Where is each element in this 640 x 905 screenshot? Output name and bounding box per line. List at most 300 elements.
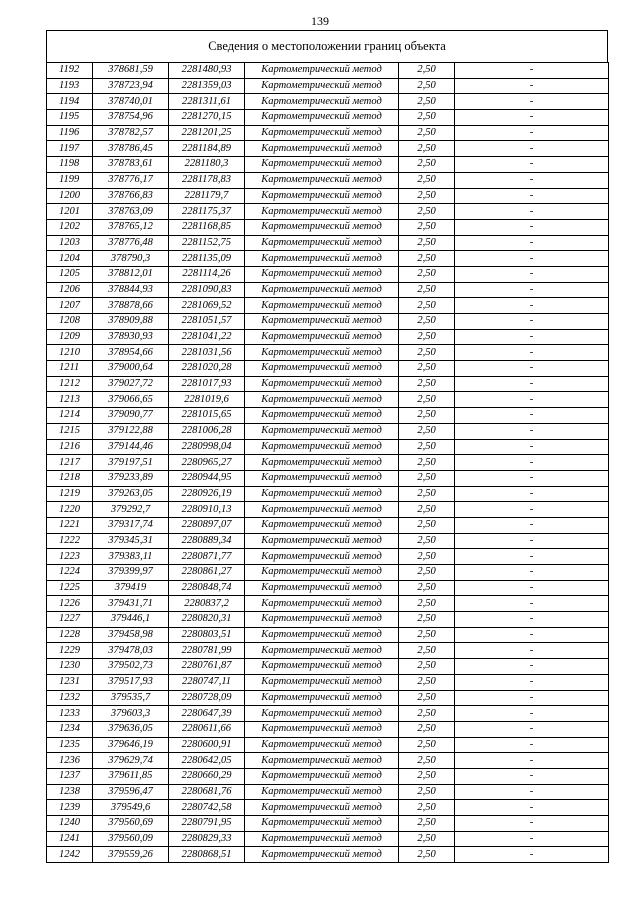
point-number-cell: 1214 bbox=[47, 408, 93, 424]
note-cell: - bbox=[455, 831, 609, 847]
y-coordinate-cell: 2281184,89 bbox=[169, 141, 245, 157]
table-title: Сведения о местоположении границ объекта bbox=[208, 39, 446, 53]
point-number-cell: 1219 bbox=[47, 486, 93, 502]
x-coordinate-cell: 379399,97 bbox=[93, 565, 169, 581]
note-cell: - bbox=[455, 345, 609, 361]
point-number-cell: 1199 bbox=[47, 172, 93, 188]
accuracy-cell: 2,50 bbox=[399, 470, 455, 486]
y-coordinate-cell: 2280642,05 bbox=[169, 753, 245, 769]
note-cell: - bbox=[455, 721, 609, 737]
method-cell: Картометрический метод bbox=[245, 94, 399, 110]
note-cell: - bbox=[455, 596, 609, 612]
x-coordinate-cell: 379144,46 bbox=[93, 439, 169, 455]
table-row bbox=[47, 533, 609, 549]
point-number-cell: 1225 bbox=[47, 580, 93, 596]
accuracy-cell: 2,50 bbox=[399, 235, 455, 251]
table-row bbox=[47, 565, 609, 581]
x-coordinate-cell: 379345,31 bbox=[93, 533, 169, 549]
point-number-cell: 1241 bbox=[47, 831, 93, 847]
table-row bbox=[47, 251, 609, 267]
point-number-cell: 1213 bbox=[47, 392, 93, 408]
x-coordinate-cell: 378844,93 bbox=[93, 282, 169, 298]
method-cell: Картометрический метод bbox=[245, 549, 399, 565]
x-coordinate-cell: 379629,74 bbox=[93, 753, 169, 769]
point-number-cell: 1207 bbox=[47, 298, 93, 314]
method-cell: Картометрический метод bbox=[245, 470, 399, 486]
note-cell: - bbox=[455, 565, 609, 581]
y-coordinate-cell: 2280611,66 bbox=[169, 721, 245, 737]
method-cell: Картометрический метод bbox=[245, 768, 399, 784]
accuracy-cell: 2,50 bbox=[399, 455, 455, 471]
y-coordinate-cell: 2280791,95 bbox=[169, 816, 245, 832]
y-coordinate-cell: 2281270,15 bbox=[169, 110, 245, 126]
note-cell: - bbox=[455, 706, 609, 722]
point-number-cell: 1195 bbox=[47, 110, 93, 126]
accuracy-cell: 2,50 bbox=[399, 721, 455, 737]
table-row bbox=[47, 188, 609, 204]
note-cell: - bbox=[455, 549, 609, 565]
point-number-cell: 1205 bbox=[47, 266, 93, 282]
x-coordinate-cell: 379317,74 bbox=[93, 517, 169, 533]
x-coordinate-cell: 379611,85 bbox=[93, 768, 169, 784]
note-cell: - bbox=[455, 690, 609, 706]
table-row bbox=[47, 753, 609, 769]
method-cell: Картометрический метод bbox=[245, 282, 399, 298]
x-coordinate-cell: 378766,83 bbox=[93, 188, 169, 204]
note-cell: - bbox=[455, 125, 609, 141]
table-row bbox=[47, 439, 609, 455]
point-number-cell: 1203 bbox=[47, 235, 93, 251]
table-row bbox=[47, 768, 609, 784]
method-cell: Картометрический метод bbox=[245, 800, 399, 816]
method-cell: Картометрический метод bbox=[245, 439, 399, 455]
x-coordinate-cell: 378765,12 bbox=[93, 219, 169, 235]
x-coordinate-cell: 378776,48 bbox=[93, 235, 169, 251]
method-cell: Картометрический метод bbox=[245, 266, 399, 282]
y-coordinate-cell: 2280965,27 bbox=[169, 455, 245, 471]
note-cell: - bbox=[455, 470, 609, 486]
accuracy-cell: 2,50 bbox=[399, 314, 455, 330]
note-cell: - bbox=[455, 204, 609, 220]
point-number-cell: 1233 bbox=[47, 706, 93, 722]
x-coordinate-cell: 378783,61 bbox=[93, 157, 169, 173]
table-row bbox=[47, 329, 609, 345]
note-cell: - bbox=[455, 314, 609, 330]
table-row bbox=[47, 235, 609, 251]
accuracy-cell: 2,50 bbox=[399, 768, 455, 784]
note-cell: - bbox=[455, 423, 609, 439]
note-cell: - bbox=[455, 674, 609, 690]
x-coordinate-cell: 379502,73 bbox=[93, 659, 169, 675]
method-cell: Картометрический метод bbox=[245, 596, 399, 612]
point-number-cell: 1192 bbox=[47, 63, 93, 79]
note-cell: - bbox=[455, 266, 609, 282]
page-number: 139 bbox=[311, 14, 329, 28]
table-row bbox=[47, 455, 609, 471]
x-coordinate-cell: 379446,1 bbox=[93, 612, 169, 628]
accuracy-cell: 2,50 bbox=[399, 439, 455, 455]
method-cell: Картометрический метод bbox=[245, 565, 399, 581]
accuracy-cell: 2,50 bbox=[399, 486, 455, 502]
table-row bbox=[47, 408, 609, 424]
accuracy-cell: 2,50 bbox=[399, 706, 455, 722]
y-coordinate-cell: 2281006,28 bbox=[169, 423, 245, 439]
note-cell: - bbox=[455, 659, 609, 675]
y-coordinate-cell: 2280660,29 bbox=[169, 768, 245, 784]
accuracy-cell: 2,50 bbox=[399, 345, 455, 361]
note-cell: - bbox=[455, 580, 609, 596]
method-cell: Картометрический метод bbox=[245, 753, 399, 769]
point-number-cell: 1196 bbox=[47, 125, 93, 141]
table-row bbox=[47, 784, 609, 800]
y-coordinate-cell: 2280861,27 bbox=[169, 565, 245, 581]
note-cell: - bbox=[455, 627, 609, 643]
table-row bbox=[47, 392, 609, 408]
table-row bbox=[47, 157, 609, 173]
method-cell: Картометрический метод bbox=[245, 816, 399, 832]
note-cell: - bbox=[455, 455, 609, 471]
method-cell: Картометрический метод bbox=[245, 721, 399, 737]
y-coordinate-cell: 2280889,34 bbox=[169, 533, 245, 549]
y-coordinate-cell: 2280897,07 bbox=[169, 517, 245, 533]
method-cell: Картометрический метод bbox=[245, 235, 399, 251]
y-coordinate-cell: 2281015,65 bbox=[169, 408, 245, 424]
y-coordinate-cell: 2281178,83 bbox=[169, 172, 245, 188]
x-coordinate-cell: 378763,09 bbox=[93, 204, 169, 220]
table-row bbox=[47, 141, 609, 157]
method-cell: Картометрический метод bbox=[245, 690, 399, 706]
table-row bbox=[47, 612, 609, 628]
note-cell: - bbox=[455, 737, 609, 753]
method-cell: Картометрический метод bbox=[245, 204, 399, 220]
point-number-cell: 1202 bbox=[47, 219, 93, 235]
x-coordinate-cell: 379478,03 bbox=[93, 643, 169, 659]
method-cell: Картометрический метод bbox=[245, 188, 399, 204]
y-coordinate-cell: 2281168,85 bbox=[169, 219, 245, 235]
table-row bbox=[47, 219, 609, 235]
y-coordinate-cell: 2280803,51 bbox=[169, 627, 245, 643]
method-cell: Картометрический метод bbox=[245, 141, 399, 157]
y-coordinate-cell: 2281152,75 bbox=[169, 235, 245, 251]
accuracy-cell: 2,50 bbox=[399, 219, 455, 235]
point-number-cell: 1208 bbox=[47, 314, 93, 330]
point-number-cell: 1197 bbox=[47, 141, 93, 157]
accuracy-cell: 2,50 bbox=[399, 266, 455, 282]
note-cell: - bbox=[455, 251, 609, 267]
note-cell: - bbox=[455, 392, 609, 408]
y-coordinate-cell: 2281017,93 bbox=[169, 376, 245, 392]
note-cell: - bbox=[455, 612, 609, 628]
x-coordinate-cell: 378782,57 bbox=[93, 125, 169, 141]
y-coordinate-cell: 2281179,7 bbox=[169, 188, 245, 204]
accuracy-cell: 2,50 bbox=[399, 565, 455, 581]
y-coordinate-cell: 2280829,33 bbox=[169, 831, 245, 847]
note-cell: - bbox=[455, 800, 609, 816]
accuracy-cell: 2,50 bbox=[399, 674, 455, 690]
accuracy-cell: 2,50 bbox=[399, 172, 455, 188]
y-coordinate-cell: 2281019,6 bbox=[169, 392, 245, 408]
accuracy-cell: 2,50 bbox=[399, 408, 455, 424]
point-number-cell: 1223 bbox=[47, 549, 93, 565]
accuracy-cell: 2,50 bbox=[399, 580, 455, 596]
note-cell: - bbox=[455, 219, 609, 235]
table-row bbox=[47, 314, 609, 330]
point-number-cell: 1232 bbox=[47, 690, 93, 706]
table-row bbox=[47, 361, 609, 377]
x-coordinate-cell: 378786,45 bbox=[93, 141, 169, 157]
accuracy-cell: 2,50 bbox=[399, 78, 455, 94]
table-row bbox=[47, 172, 609, 188]
y-coordinate-cell: 2281090,83 bbox=[169, 282, 245, 298]
accuracy-cell: 2,50 bbox=[399, 549, 455, 565]
method-cell: Картометрический метод bbox=[245, 110, 399, 126]
table-row bbox=[47, 298, 609, 314]
note-cell: - bbox=[455, 298, 609, 314]
x-coordinate-cell: 378681,59 bbox=[93, 63, 169, 79]
accuracy-cell: 2,50 bbox=[399, 737, 455, 753]
point-number-cell: 1231 bbox=[47, 674, 93, 690]
note-cell: - bbox=[455, 110, 609, 126]
method-cell: Картометрический метод bbox=[245, 847, 399, 863]
x-coordinate-cell: 379419 bbox=[93, 580, 169, 596]
point-number-cell: 1239 bbox=[47, 800, 93, 816]
table-row bbox=[47, 125, 609, 141]
point-number-cell: 1194 bbox=[47, 94, 93, 110]
x-coordinate-cell: 379636,05 bbox=[93, 721, 169, 737]
point-number-cell: 1226 bbox=[47, 596, 93, 612]
y-coordinate-cell: 2281041,22 bbox=[169, 329, 245, 345]
method-cell: Картометрический метод bbox=[245, 612, 399, 628]
table-row bbox=[47, 706, 609, 722]
point-number-cell: 1215 bbox=[47, 423, 93, 439]
y-coordinate-cell: 2280910,13 bbox=[169, 502, 245, 518]
method-cell: Картометрический метод bbox=[245, 63, 399, 79]
x-coordinate-cell: 379292,7 bbox=[93, 502, 169, 518]
method-cell: Картометрический метод bbox=[245, 502, 399, 518]
y-coordinate-cell: 2281311,61 bbox=[169, 94, 245, 110]
table-row bbox=[47, 627, 609, 643]
table-row bbox=[47, 486, 609, 502]
note-cell: - bbox=[455, 361, 609, 377]
table-row bbox=[47, 831, 609, 847]
y-coordinate-cell: 2281051,57 bbox=[169, 314, 245, 330]
accuracy-cell: 2,50 bbox=[399, 141, 455, 157]
method-cell: Картометрический метод bbox=[245, 298, 399, 314]
table-row bbox=[47, 721, 609, 737]
y-coordinate-cell: 2280820,31 bbox=[169, 612, 245, 628]
x-coordinate-cell: 379560,69 bbox=[93, 816, 169, 832]
point-number-cell: 1212 bbox=[47, 376, 93, 392]
accuracy-cell: 2,50 bbox=[399, 533, 455, 549]
y-coordinate-cell: 2281069,52 bbox=[169, 298, 245, 314]
point-number-cell: 1227 bbox=[47, 612, 93, 628]
x-coordinate-cell: 379000,64 bbox=[93, 361, 169, 377]
y-coordinate-cell: 2280998,04 bbox=[169, 439, 245, 455]
y-coordinate-cell: 2280742,58 bbox=[169, 800, 245, 816]
accuracy-cell: 2,50 bbox=[399, 847, 455, 863]
accuracy-cell: 2,50 bbox=[399, 157, 455, 173]
y-coordinate-cell: 2280868,51 bbox=[169, 847, 245, 863]
point-number-cell: 1228 bbox=[47, 627, 93, 643]
note-cell: - bbox=[455, 376, 609, 392]
x-coordinate-cell: 378878,66 bbox=[93, 298, 169, 314]
accuracy-cell: 2,50 bbox=[399, 423, 455, 439]
accuracy-cell: 2,50 bbox=[399, 329, 455, 345]
point-number-cell: 1200 bbox=[47, 188, 93, 204]
method-cell: Картометрический метод bbox=[245, 125, 399, 141]
y-coordinate-cell: 2280761,87 bbox=[169, 659, 245, 675]
note-cell: - bbox=[455, 141, 609, 157]
x-coordinate-cell: 379517,93 bbox=[93, 674, 169, 690]
accuracy-cell: 2,50 bbox=[399, 596, 455, 612]
table-row bbox=[47, 376, 609, 392]
accuracy-cell: 2,50 bbox=[399, 282, 455, 298]
table-row bbox=[47, 847, 609, 863]
note-cell: - bbox=[455, 439, 609, 455]
method-cell: Картометрический метод bbox=[245, 392, 399, 408]
table-row bbox=[47, 204, 609, 220]
point-number-cell: 1229 bbox=[47, 643, 93, 659]
method-cell: Картометрический метод bbox=[245, 627, 399, 643]
x-coordinate-cell: 378930,93 bbox=[93, 329, 169, 345]
method-cell: Картометрический метод bbox=[245, 659, 399, 675]
accuracy-cell: 2,50 bbox=[399, 188, 455, 204]
method-cell: Картометрический метод bbox=[245, 314, 399, 330]
point-number-cell: 1236 bbox=[47, 753, 93, 769]
method-cell: Картометрический метод bbox=[245, 486, 399, 502]
accuracy-cell: 2,50 bbox=[399, 831, 455, 847]
table-body bbox=[47, 63, 609, 863]
y-coordinate-cell: 2280747,11 bbox=[169, 674, 245, 690]
point-number-cell: 1235 bbox=[47, 737, 93, 753]
y-coordinate-cell: 2280781,99 bbox=[169, 643, 245, 659]
x-coordinate-cell: 379596,47 bbox=[93, 784, 169, 800]
method-cell: Картометрический метод bbox=[245, 408, 399, 424]
method-cell: Картометрический метод bbox=[245, 643, 399, 659]
point-number-cell: 1221 bbox=[47, 517, 93, 533]
accuracy-cell: 2,50 bbox=[399, 517, 455, 533]
table-row bbox=[47, 470, 609, 486]
table-row bbox=[47, 659, 609, 675]
table-row bbox=[47, 517, 609, 533]
point-number-cell: 1209 bbox=[47, 329, 93, 345]
point-number-cell: 1193 bbox=[47, 78, 93, 94]
method-cell: Картометрический метод bbox=[245, 329, 399, 345]
accuracy-cell: 2,50 bbox=[399, 361, 455, 377]
note-cell: - bbox=[455, 172, 609, 188]
accuracy-cell: 2,50 bbox=[399, 627, 455, 643]
x-coordinate-cell: 379431,71 bbox=[93, 596, 169, 612]
x-coordinate-cell: 378790,3 bbox=[93, 251, 169, 267]
point-number-cell: 1238 bbox=[47, 784, 93, 800]
note-cell: - bbox=[455, 517, 609, 533]
accuracy-cell: 2,50 bbox=[399, 110, 455, 126]
note-cell: - bbox=[455, 63, 609, 79]
note-cell: - bbox=[455, 329, 609, 345]
y-coordinate-cell: 2280600,91 bbox=[169, 737, 245, 753]
point-number-cell: 1206 bbox=[47, 282, 93, 298]
note-cell: - bbox=[455, 78, 609, 94]
method-cell: Картометрический метод bbox=[245, 674, 399, 690]
table-row bbox=[47, 502, 609, 518]
point-number-cell: 1242 bbox=[47, 847, 93, 863]
method-cell: Картометрический метод bbox=[245, 78, 399, 94]
note-cell: - bbox=[455, 408, 609, 424]
y-coordinate-cell: 2281180,3 bbox=[169, 157, 245, 173]
y-coordinate-cell: 2281020,28 bbox=[169, 361, 245, 377]
x-coordinate-cell: 379122,88 bbox=[93, 423, 169, 439]
y-coordinate-cell: 2281114,26 bbox=[169, 266, 245, 282]
table-row bbox=[47, 800, 609, 816]
method-cell: Картометрический метод bbox=[245, 737, 399, 753]
x-coordinate-cell: 378812,01 bbox=[93, 266, 169, 282]
accuracy-cell: 2,50 bbox=[399, 612, 455, 628]
x-coordinate-cell: 378740,01 bbox=[93, 94, 169, 110]
note-cell: - bbox=[455, 94, 609, 110]
y-coordinate-cell: 2281031,56 bbox=[169, 345, 245, 361]
y-coordinate-cell: 2281480,93 bbox=[169, 63, 245, 79]
table-row bbox=[47, 345, 609, 361]
table-row bbox=[47, 690, 609, 706]
x-coordinate-cell: 379090,77 bbox=[93, 408, 169, 424]
point-number-cell: 1210 bbox=[47, 345, 93, 361]
accuracy-cell: 2,50 bbox=[399, 204, 455, 220]
point-number-cell: 1240 bbox=[47, 816, 93, 832]
x-coordinate-cell: 378754,96 bbox=[93, 110, 169, 126]
note-cell: - bbox=[455, 816, 609, 832]
method-cell: Картометрический метод bbox=[245, 423, 399, 439]
note-cell: - bbox=[455, 188, 609, 204]
x-coordinate-cell: 379233,89 bbox=[93, 470, 169, 486]
x-coordinate-cell: 379560,09 bbox=[93, 831, 169, 847]
note-cell: - bbox=[455, 235, 609, 251]
note-cell: - bbox=[455, 643, 609, 659]
note-cell: - bbox=[455, 502, 609, 518]
point-number-cell: 1222 bbox=[47, 533, 93, 549]
table-row bbox=[47, 549, 609, 565]
x-coordinate-cell: 379458,98 bbox=[93, 627, 169, 643]
note-cell: - bbox=[455, 847, 609, 863]
point-number-cell: 1234 bbox=[47, 721, 93, 737]
note-cell: - bbox=[455, 157, 609, 173]
point-number-cell: 1218 bbox=[47, 470, 93, 486]
accuracy-cell: 2,50 bbox=[399, 784, 455, 800]
point-number-cell: 1204 bbox=[47, 251, 93, 267]
method-cell: Картометрический метод bbox=[245, 831, 399, 847]
method-cell: Картометрический метод bbox=[245, 580, 399, 596]
table-row bbox=[47, 737, 609, 753]
accuracy-cell: 2,50 bbox=[399, 659, 455, 675]
note-cell: - bbox=[455, 282, 609, 298]
point-number-cell: 1230 bbox=[47, 659, 93, 675]
x-coordinate-cell: 379603,3 bbox=[93, 706, 169, 722]
method-cell: Картометрический метод bbox=[245, 361, 399, 377]
accuracy-cell: 2,50 bbox=[399, 63, 455, 79]
point-number-cell: 1216 bbox=[47, 439, 93, 455]
accuracy-cell: 2,50 bbox=[399, 690, 455, 706]
point-number-cell: 1237 bbox=[47, 768, 93, 784]
point-number-cell: 1224 bbox=[47, 565, 93, 581]
accuracy-cell: 2,50 bbox=[399, 125, 455, 141]
x-coordinate-cell: 379383,11 bbox=[93, 549, 169, 565]
accuracy-cell: 2,50 bbox=[399, 94, 455, 110]
y-coordinate-cell: 2280681,76 bbox=[169, 784, 245, 800]
method-cell: Картометрический метод bbox=[245, 533, 399, 549]
accuracy-cell: 2,50 bbox=[399, 643, 455, 659]
accuracy-cell: 2,50 bbox=[399, 376, 455, 392]
x-coordinate-cell: 378776,17 bbox=[93, 172, 169, 188]
method-cell: Картометрический метод bbox=[245, 706, 399, 722]
